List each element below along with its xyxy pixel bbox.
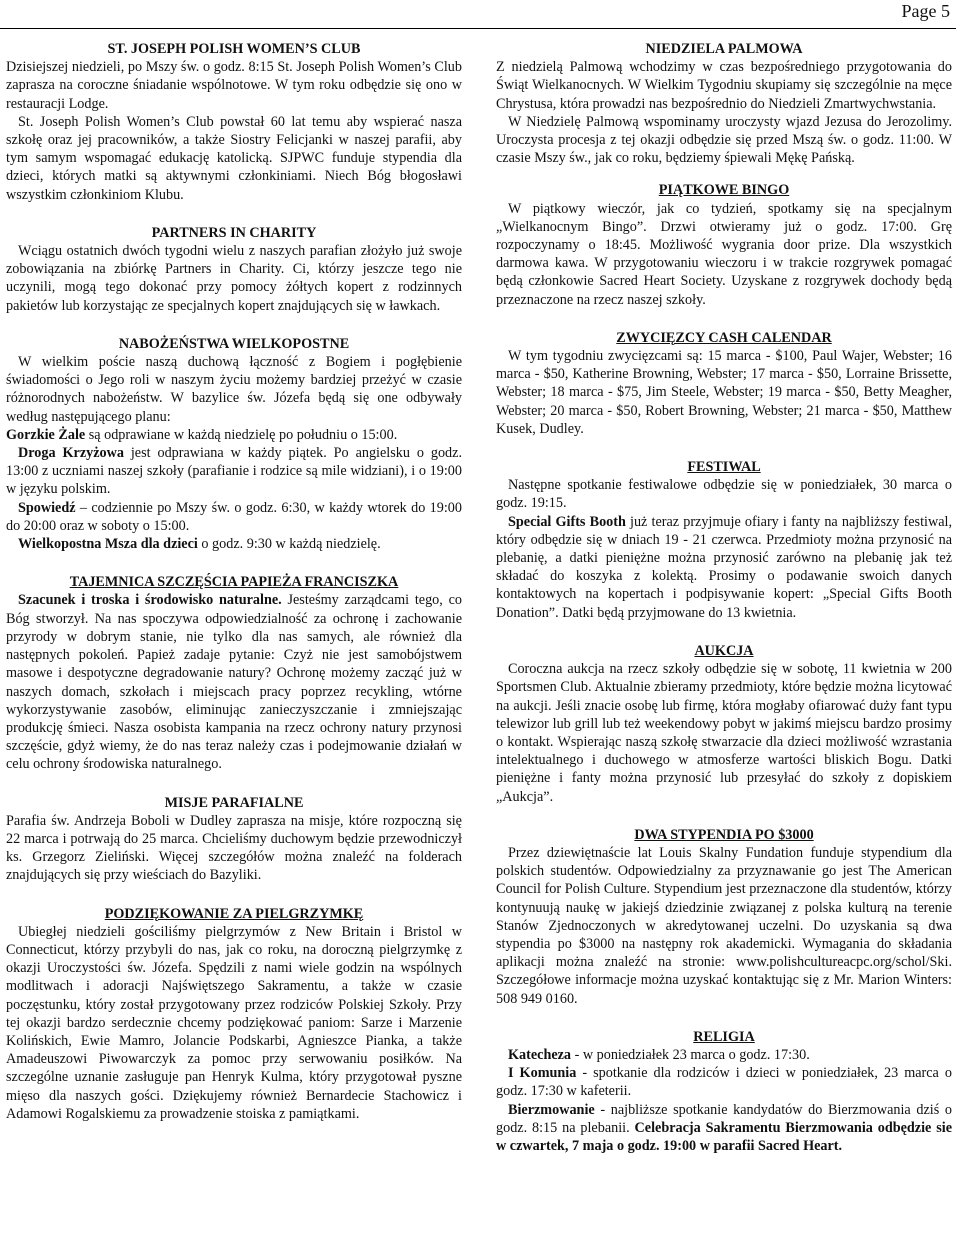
bold-term: Gorzkie Żale (6, 426, 86, 443)
paragraph: Z niedzielą Palmową wchodzimy w czas bezpośredniego przygotowania do Świąt Wielkanocnych. W Wielkim Tygodniu skupiamy się szczególnie na męce Chrystusa, która prowadzi nas bezpośrednio do Niedzieli Zmartwychwstania. (496, 59, 952, 112)
paragraph (496, 513, 952, 622)
text-run: są odprawiane w każdą niedzielę po południu o 15:00. (85, 426, 398, 443)
section-festiwal (496, 458, 952, 622)
paragraph: W piątkowy wieczór, jak co tydzień, spotkamy się na specjalnym „Wielkanocnym Bingo”. Drzwi otwieramy już o godz. 17:00. Grę rozpoczynamy o 18:45. Możliwość wygrania door prize. Dla wszystkich darmowa kawa. W przygotowaniu wieczoru i w trakcie rozgrywek pomagać będą członkowie Sacred Heart Society. Uzyskane z rozgrywek dochody będą przeznaczone na rzecz naszej szkoły. (496, 200, 952, 308)
text-run: - spotkanie dla rodziców i dzieci w poniedziałek, 23 marca o godz. 17:30 w kafeterii. (496, 1065, 952, 1100)
page-number: Page 5 (901, 1, 950, 21)
paragraph: Następne spotkanie festiwalowe odbędzie się w poniedziałek, 30 marca o godz. 19:15. (496, 477, 952, 512)
right-column (496, 40, 952, 1175)
paragraph (496, 1046, 952, 1064)
bold-term: Katecheza (508, 1046, 572, 1063)
section-misje (6, 794, 462, 885)
bold-term: Bierzmowanie (508, 1101, 595, 1118)
section-religia (496, 1028, 952, 1155)
paragraph: W Niedzielę Palmową wspominamy uroczysty wjazd Jezusa do Jerozolimy. Uroczysta procesja z tej okazji odbędzie się przed Mszą św. o godz. 11:00. W czasie Mszy św., jak co roku, będziemy śpiewali Mękę Pańską. (496, 113, 952, 167)
section-heading: RELIGIA (693, 1028, 755, 1045)
text-run: Jesteśmy zarządcami tego, co Bóg stworzył. Na nas spoczywa odpowiedzialność za ochronę i zachowanie przyrody w dobrym stanie, nie tylko dla nas samych, ale również dla następnych pokoleń. Papież zadaje pytanie: Czyż nie jest samobójstwem masowe i despotyczne degradowanie natury? Ochronę możemy zacząć już w naszych domach, szkołach i miejscach pracy poprzez recykling, wtórne wykorzystywanie zasobów, eliminując zanieczyszczanie i zmniejszając produkcję śmieci. Nasza osobista kampania na rzecz ochrony natury przynosi szczęście, gdyż wiemy, że do nas teraz należy czas i podejmowanie działań w celu ochrony środowiska naturalnego. (6, 592, 462, 773)
section-partners (6, 224, 462, 315)
paragraph: Przez dziewiętnaście lat Louis Skalny Fundation funduje stypendium dla polskich studentów. Odpowiedzialny za przyznawanie go jest The American Council for Polish Culture. Stypendium jest przeznaczone dla studentów, którzy kontynuują naukę w jakiejś dziedzinie związanej z polska kulturą na terenie Stanów Zjednoczonych w akredytowanej uczelni. Do uzyskania są dwa stypendia po $3000 na następny rok akademicki. Wymagania do składania aplikacji można znaleźć na stronie: www.polishcultureacpc.org/schol/Ski. Szczegółowe informacje można uzyskać kontaktując się z Mr. Marion Winters: 508 949 0160. (496, 844, 952, 1007)
section-heading: DWA STYPENDIA PO $3000 (634, 826, 814, 843)
section-palmowa (496, 40, 952, 167)
bold-term: Droga Krzyżowa (18, 445, 124, 462)
section-heading: PARTNERS IN CHARITY (151, 224, 317, 241)
section-heading: FESTIWAL (687, 459, 761, 476)
section-calendar (496, 329, 952, 438)
text-run: już teraz przyjmuje ofiary i fanty na najbliższy festiwal, który odbędzie się w dniach 19 - 21 czerwca. Przedmioty można przynosić na plebanię, a datki pieniężne można przynosić zarówno na plebanię jak też składać do koszyka z kolektą. Prosimy o podawanie swoich danych kontaktowych na kopertach i podpisywanie kopert: „Special Gifts Booth Donation”. Datki będą przyjmowane do 13 kwietnia. (496, 513, 952, 621)
text-run: o godz. 9:30 w każdą niedzielę. (197, 536, 381, 553)
section-pielgrzymka (6, 905, 462, 1123)
paragraph: W wielkim poście naszą duchową łączność z Bogiem i pogłębienie świadomości o Jego roli w naszym życiu możemy bardziej przeżyć w czasie różnorodnych nabożeństw. W bazylice św. Józefa będą się one odbywały według następującego planu: (6, 354, 462, 425)
section-lent (6, 335, 462, 553)
section-heading: PODZIĘKOWANIE ZA PIELGRZYMKĘ (104, 905, 364, 922)
paragraph: St. Joseph Polish Women’s Club powstał 60 lat temu aby wspierać nasza szkołę oraz jej pracowników, a także Siostry Felicjanki w naszej parafii, aby tym samym wspomagać edukację katolicką. SJPWC funduje stypendia dla dzieci, których matki są aktywnymi członkiniami. Niech Bóg błogosławi wszystkim członkiniom Klubu. (6, 113, 462, 203)
text-run: – codziennie po Mszy św. o godz. 6:30, w każdy wtorek do 19:00 do 20:00 oraz w soboty o 15:00. (6, 499, 462, 534)
paragraph: Parafia św. Andrzeja Boboli w Dudley zaprasza na misje, które rozpoczną się 22 marca i potrwają do 25 marca. Chcieliśmy duchowym będzie przewodniczył ks. Grzegorz Zieliński. Więcej szczegółów można znaleźć na folderach znajdujących się przy wieściach do Bazyliki. (6, 812, 462, 884)
bold-term: Special Gifts Booth (508, 513, 626, 530)
section-club (6, 40, 462, 204)
paragraph (6, 426, 462, 444)
bold-term: I Komunia (508, 1065, 577, 1082)
paragraph (6, 499, 462, 535)
section-aukcja (496, 642, 952, 806)
section-heading: NABOŻEŃSTWA WIELKOPOSTNE (118, 335, 350, 352)
header-rule (0, 28, 956, 29)
paragraph: Wciągu ostatnich dwóch tygodni wielu z naszych parafian złożyło już swoje zobowiązania na zbiórkę Partners in Charity. Ci, którzy jeszcze tego nie uczynili, mogą tego dokonać przy pomocy żółtych kopert z rodzinnych pakietów lub korzystając ze specjalnych kopert znajdujących się w ławkach. (6, 243, 462, 314)
section-heading: NIEDZIELA PALMOWA (645, 41, 803, 57)
section-heading: AUKCJA (694, 642, 754, 659)
paragraph (496, 1064, 952, 1100)
bold-term: Szacunek i troska i środowisko naturalne. (18, 592, 282, 609)
paragraph: Coroczna aukcja na rzecz szkoły odbędzie się w sobotę, 11 kwietnia w 200 Sportsmen Club. Aktualnie zbieramy przedmioty, które będzie można licytować na aukcji. Jeśli znacie osobę lub firmę, która mogłaby ofiarować duży fant typu telewizor lub grill lub też weekendowy pobyt w jakimś miejscu bardzo prosimy o kontakt. Wspierając naszą szkołę stwarzacie dla dzieci możliwość wzrastania intelektualnego i duchowego w atmosferze wartości bliskich Bogu. Datki pieniężne i fanty można przynosić lub przesyłać do szkoły z dopiskiem „Aukcja”. (496, 661, 952, 805)
page-header (0, 0, 960, 30)
section-stypendia (496, 826, 952, 1008)
section-heading: MISJE PARAFIALNE (164, 794, 304, 811)
paragraph (496, 1101, 952, 1156)
paragraph: W tym tygodniu zwycięzcami są: 15 marca - $100, Paul Wajer, Webster; 16 marca - $50, Katherine Browning, Webster; 17 marca - $50, Lorraine Brissette, Webster; 18 marca - $75, Jim Steele, Webster; 19 marca - $50, Betty Meagher, Webster; 20 marca - $50, Robert Browning, Webster; 21 marca - $50, Matthew Kusek, Dudley. (496, 348, 952, 437)
section-heading: TAJEMNICA SZCZĘŚCIA PAPIEŻA FRANCISZKA (69, 574, 399, 591)
paragraph (6, 535, 462, 553)
text-run: - w poniedziałek 23 marca o godz. 17:30. (571, 1046, 810, 1063)
text-run: jest odprawiana w każdy piątek. Po angielsku o godz. 13:00 z uczniami naszej szkoły (parafianie i rodzice są mile widziani), i o 19:00 w języku polskim. (6, 445, 462, 498)
bold-term: Wielkopostna Msza dla dzieci (18, 536, 198, 553)
paragraph: Ubiegłej niedzieli gościliśmy pielgrzymów z New Britain i Bristol w Connecticut, którzy przybyli do nas, jak co roku, na doroczną pielgrzymkę z okazji Uroczystości św. Józefa. Spędzili z nami wiele godzin na wspólnych modlitwach i adoracji Najświętszego Sakramentu, a także w czasie poczęstunku, który został przygotowany przez rodziców Polskiej Szkoły. Przy tej okazji bardzo serdecznie chcemy podziękować paniom: Sarze i Marzenie Kolińskich, Ewie Mamro, Jolancie Podskarbi, Agnieszce Pianka, a także Amadeuszowi Piwowarczyk za pomoc przy serwowaniu posiłków. Na szczególne uznanie zasługuje pan Henryk Kulma, który przygotował pyszne mięso dla naszych gości. Dziękujemy również Bernardecie Stachowicz i Adamowi Rogalskiemu za prowadzenie stoiska z pamiątkami. (6, 923, 462, 1122)
section-heading: ST. JOSEPH POLISH WOMEN’S CLUB (107, 41, 361, 57)
paragraph: Dzisiejszej niedzieli, po Mszy św. o godz. 8:15 St. Joseph Polish Women’s Club zaprasza na coroczne śniadanie wspólnotowe. W tym roku odbędzie się ono w restauracji Lodge. (6, 59, 462, 112)
text-run: - najbliższe spotkanie kandydatów do Bierzmowania dziś o godz. 8:15 na plebanii. (496, 1101, 952, 1136)
paragraph (6, 591, 462, 773)
bold-term: Celebracja Sakramentu Bierzmowania odbędzie sie w czwartek, 7 maja o godz. 19:00 w parafii Sacred Heart. (496, 1119, 952, 1154)
left-column (6, 40, 462, 1143)
section-bingo (496, 181, 952, 308)
bold-term: Spowiedź (18, 499, 76, 516)
paragraph (6, 444, 462, 499)
section-heading: PIĄTKOWE BINGO (658, 182, 790, 199)
section-heading: ZWYCIĘZCY CASH CALENDAR (616, 329, 832, 346)
section-franciszek (6, 573, 462, 773)
